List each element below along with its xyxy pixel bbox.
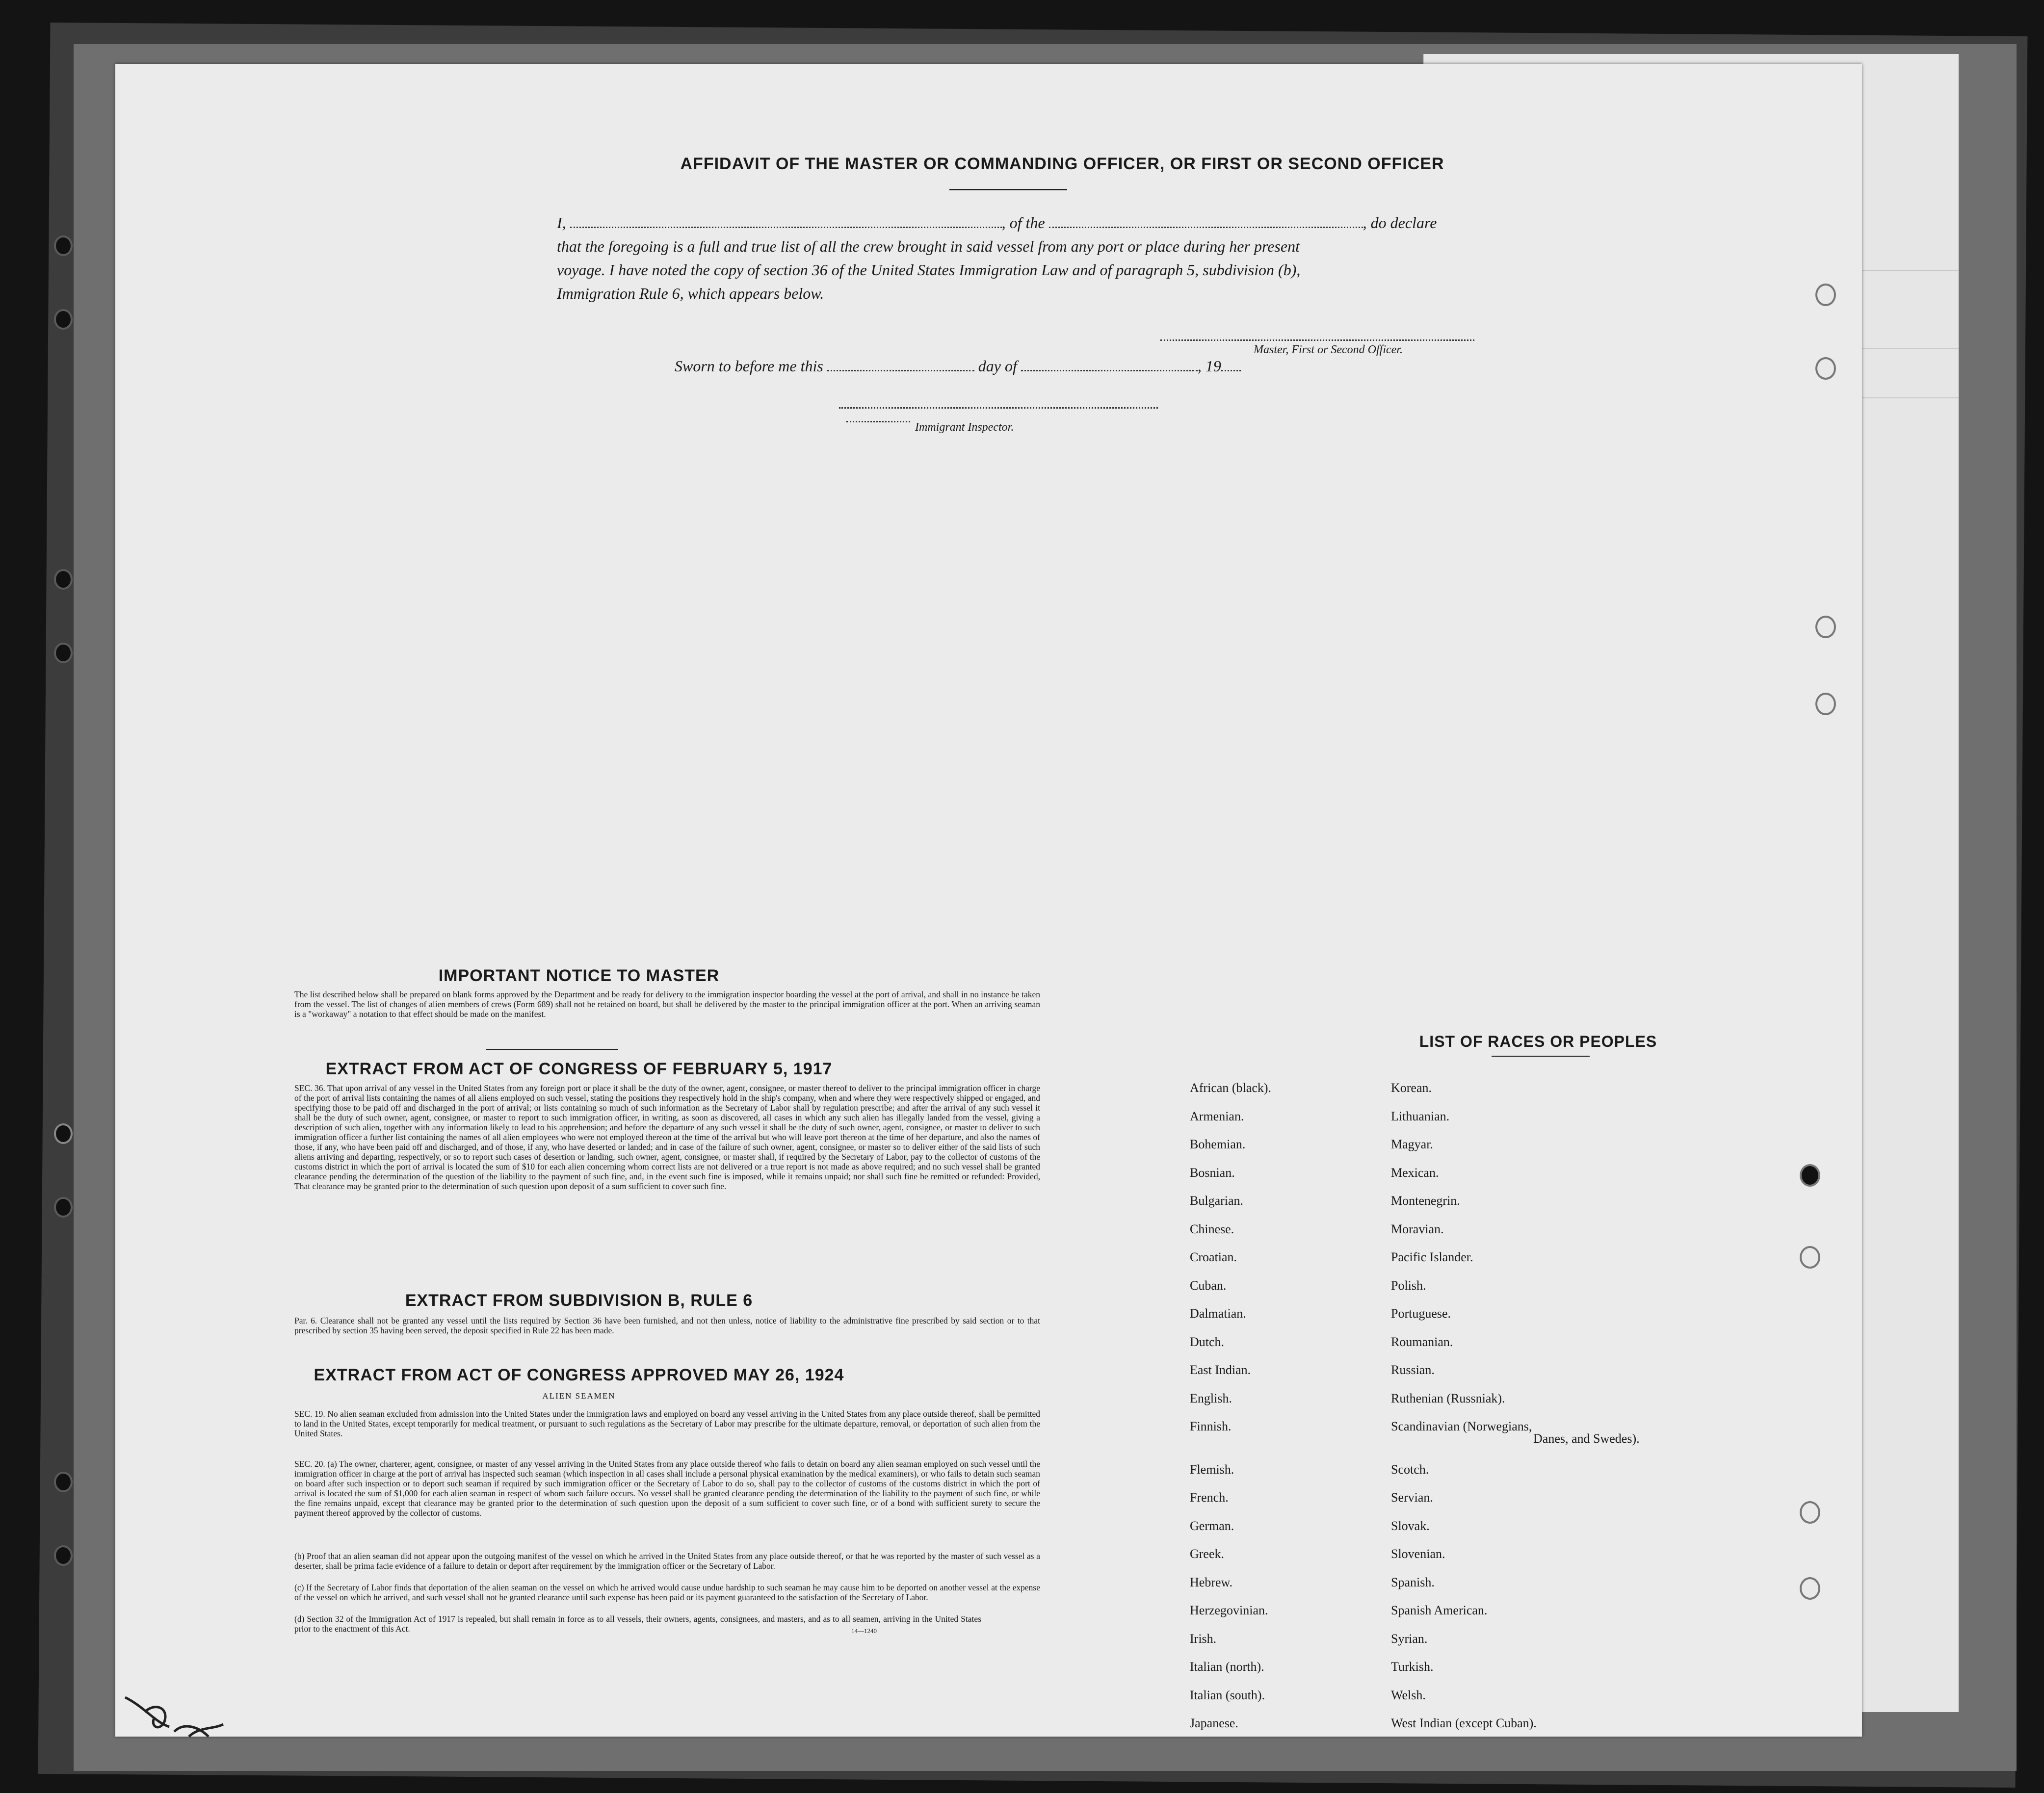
- race-item: Lithuanian.: [1391, 1109, 1450, 1123]
- inspector-signature-line-short[interactable]: [846, 421, 910, 422]
- race-item: East Indian.: [1190, 1363, 1251, 1377]
- affidavit-i: I,: [557, 214, 566, 232]
- binding-hole: [54, 569, 73, 590]
- race-item: Syrian.: [1391, 1631, 1428, 1646]
- right-hole: [1800, 1577, 1820, 1600]
- binding-hole: [54, 1123, 73, 1144]
- races-title: LIST OF RACES OR PEOPLES: [1419, 1033, 1657, 1050]
- race-item: Croatian.: [1190, 1250, 1237, 1264]
- affidavit-line-2: that the foregoing is a full and true list of all the crew brought in said vessel from any port or place during her present: [557, 237, 1300, 255]
- race-item: Russian.: [1391, 1363, 1435, 1377]
- extract-1924-sec19: SEC. 19. No alien seaman excluded from admission into the United States under the immigration laws and employed on board any vessel arriving in the United States from any place outside thereof, shall be permitted to land in the United States, except temporarily for medical treatment, or pursuant to such regulations as the Secretary of Labor may prescribe for the ultimate departure, removal, or deportation of such alien from the United States.: [294, 1409, 1040, 1438]
- master-signature-line[interactable]: [1160, 339, 1474, 341]
- form-number: 14—1240: [851, 1627, 877, 1635]
- race-item: Roumanian.: [1391, 1334, 1453, 1349]
- race-item: African (black).: [1190, 1081, 1272, 1095]
- master-signature-label: Master, First or Second Officer.: [1254, 343, 1403, 356]
- name-field[interactable]: [570, 213, 1002, 228]
- inspector-signature-line[interactable]: [839, 407, 1158, 409]
- affidavit-declare: , do declare: [1363, 214, 1437, 232]
- right-hole: [1815, 284, 1836, 306]
- day-of-label: day of: [978, 357, 1017, 375]
- affidavit-line-3: voyage. I have noted the copy of section 36 of the United States Immigration Law and of paragraph 5, subdivision (b),: [557, 261, 1301, 279]
- race-item: Korean.: [1391, 1081, 1432, 1095]
- extract-1924-sec20d: (d) Section 32 of the Immigration Act of 1917 is repealed, but shall remain in force as to all vessels, their owners, agents, consignees, and masters, and as to all seamen, arriving in the United States prior to the enactment of this Act.: [294, 1614, 981, 1634]
- race-item: Pacific Islander.: [1391, 1250, 1473, 1264]
- title-rule: [949, 189, 1067, 190]
- race-item: Bulgarian.: [1190, 1194, 1244, 1208]
- race-item: Welsh.: [1391, 1688, 1426, 1702]
- right-hole: [1800, 1246, 1820, 1269]
- extract-1924-title: EXTRACT FROM ACT OF CONGRESS APPROVED MAY 26, 1924: [314, 1366, 844, 1384]
- race-item: Spanish American.: [1391, 1603, 1488, 1617]
- race-item: German.: [1190, 1518, 1234, 1533]
- race-item: Dalmatian.: [1190, 1306, 1246, 1321]
- race-item: Greek.: [1190, 1547, 1225, 1561]
- affidavit-of-the: , of the: [1001, 214, 1045, 232]
- extract-1924-subtitle: ALIEN SEAMEN: [542, 1391, 616, 1401]
- race-item: West Indian (except Cuban).: [1391, 1716, 1537, 1730]
- race-item: Italian (south).: [1190, 1688, 1265, 1702]
- binding-hole: [54, 1197, 73, 1218]
- binding-hole: [54, 1545, 73, 1566]
- race-item: Spanish.: [1391, 1575, 1435, 1589]
- notice-title: IMPORTANT NOTICE TO MASTER: [438, 966, 720, 985]
- race-item: Cuban.: [1190, 1278, 1227, 1293]
- affidavit-text: [557, 211, 1587, 305]
- race-item: Bohemian.: [1190, 1137, 1246, 1151]
- extract-rule6-title: EXTRACT FROM SUBDIVISION B, RULE 6: [405, 1291, 753, 1310]
- notice-text: The list described below shall be prepared on blank forms approved by the Department and be ready for delivery to the immigration inspector boarding the vessel at the port of arrival, and shall in no instance be taken from the vessel. The list of changes of alien members of crews (Form 689) shall not be retained on board, but shall be delivered by the master to the principal immigration officer at the port. When an arriving seaman is a "workaway" a notation to that effect should be made on the manifest.: [294, 989, 1040, 1019]
- extract-1917-title: EXTRACT FROM ACT OF CONGRESS OF FEBRUARY 5, 1917: [325, 1060, 833, 1078]
- race-item: Ruthenian (Russniak).: [1391, 1391, 1505, 1405]
- binding-hole: [54, 235, 73, 256]
- race-item: Bosnian.: [1190, 1165, 1235, 1180]
- race-item: Armenian.: [1190, 1109, 1244, 1123]
- race-item: Scandinavian (Norwegians,: [1391, 1419, 1532, 1433]
- right-hole: [1815, 357, 1836, 380]
- extract-1924-sec20b: (b) Proof that an alien seaman did not appear upon the outgoing manifest of the vessel on which he arrived in the United States from any place outside thereof, or that he was reported by the master of such vessel as a deserter, shall be prima facie evidence of a failure to detain or deport after requirement by the immigration officer or the Secretary of Labor.: [294, 1551, 1040, 1571]
- race-item: Mexican.: [1391, 1165, 1439, 1180]
- extract-rule6-text: Par. 6. Clearance shall not be granted any vessel until the lists required by Section 36 have been furnished, and not then unless, notice of liability to the administrative fine prescribed by said section or to that prescribed by section 35 having been served, the deposit specified in Rule 22 has been made.: [294, 1316, 1040, 1335]
- sworn-month-field[interactable]: [1021, 356, 1198, 371]
- affidavit-line-4: Immigration Rule 6, which appears below.: [557, 285, 824, 302]
- race-item: Chinese.: [1190, 1221, 1234, 1236]
- inspector-label: Immigrant Inspector.: [915, 421, 1014, 434]
- sworn-day-field[interactable]: [827, 356, 974, 371]
- affidavit-title: AFFIDAVIT OF THE MASTER OR COMMANDING OFFICER, OR FIRST OR SECOND OFFICER: [680, 155, 1444, 173]
- notice-rule: [486, 1049, 618, 1050]
- race-item: Japanese.: [1190, 1716, 1238, 1730]
- binding-hole: [54, 309, 73, 330]
- binding-hole: [54, 643, 73, 663]
- races-rule: [1492, 1056, 1590, 1057]
- race-item: Italian (north).: [1190, 1660, 1264, 1674]
- race-item: Portuguese.: [1391, 1306, 1451, 1321]
- sworn-line: [675, 354, 1362, 378]
- extract-1924-sec20a: SEC. 20. (a) The owner, charterer, agent, consignee, or master of any vessel arriving in the United States from any place outside thereof who fails to detain on board any alien seaman employed on such vessel until the immigration officer in charge at the port of arrival has inspected such seaman (which inspection in all cases shall include a personal physical examination by the medical examiners), or who fails to detain such seaman on board after such inspection or to deport such seaman if required by such immigration officer or the Secretary of Labor to do so, shall pay to the collector of customs of the customs district in which the port of arrival is located the sum of $1,000 for each alien seaman in respect of whom such failure occurs. No vessel shall be granted clearance pending the determination of the liability to the payment of such fine, or while the fine remains unpaid, except that clearance may be granted prior to the determination of such question upon the deposit of a sum sufficient to cover such fine, or of a bond with sufficient surety to secure the payment thereof approved by the collector of customs.: [294, 1459, 1040, 1518]
- right-hole: [1800, 1501, 1820, 1524]
- race-item: Turkish.: [1391, 1660, 1434, 1674]
- sworn-label: Sworn to before me this: [675, 357, 823, 375]
- race-item: Herzegovinian.: [1190, 1603, 1268, 1617]
- race-item: Magyar.: [1391, 1137, 1433, 1151]
- race-item: Montenegrin.: [1391, 1194, 1460, 1208]
- race-item: Slovak.: [1391, 1518, 1430, 1533]
- binding-hole: [54, 1472, 73, 1492]
- race-item: Scotch.: [1391, 1462, 1429, 1477]
- race-item: Dutch.: [1190, 1334, 1225, 1349]
- race-item: Finnish.: [1190, 1419, 1232, 1433]
- extract-1924-sec20c: (c) If the Secretary of Labor finds that deportation of the alien seaman on the vessel on which he arrived would cause undue hardship to such seaman he may cause him to be deported on another vessel at the expense of the vessel on which he arrived, and such vessel shall not be granted clearance until such expense has been paid or its payment guaranteed to the satisfaction of the Secretary of Labor.: [294, 1583, 1040, 1602]
- race-item: Servian.: [1391, 1490, 1433, 1505]
- right-hole: [1815, 616, 1836, 638]
- race-item: English.: [1190, 1391, 1232, 1405]
- race-scandinavian-cont: Danes, and Swedes).: [1533, 1431, 1640, 1446]
- vessel-field[interactable]: [1049, 213, 1363, 228]
- race-item: Polish.: [1391, 1278, 1426, 1293]
- year-label: , 19: [1197, 357, 1221, 375]
- race-item: Irish.: [1190, 1631, 1217, 1646]
- race-item: French.: [1190, 1490, 1229, 1505]
- right-hole: [1815, 693, 1836, 715]
- extract-1917-text: SEC. 36. That upon arrival of any vessel in the United States from any foreign port or place it shall be the duty of the owner, agent, consignee, or master thereof to deliver to the principal immigration officer in charge of the port of arrival lists containing the names of all aliens employed on such vessel, stating the positions they respectively hold in the ship's company, when and where they were respectively shipped or engaged, and specifying those to be paid off and discharged in the port of arrival; or lists containing so much of such information as the Secretary of Labor shall by regulation prescribe; and after the arrival of any such vessel it shall be the duty of such owner, agent, consignee, or master to report to such immigration officer, in writing, as soon as discovered, all cases in which any such alien has illegally landed from the vessel, giving a description of such alien, together with any information likely to lead to his apprehension; and before the departure of any such vessel it shall be the duty of such owner, agent, consignee, or master to deliver to such immigration officer a further list containing the names of all alien employees who were not employed thereon at the time of the arrival but who will leave port thereon at the time of her departure, and also the names of those, if any, who have been paid off and discharged, and of those, if any, who have deserted or landed; and in case of the failure of such owner, agent, consignee, or master so to deliver either of the said lists of such aliens arriving and departing, respectively, or so to report such cases of desertion or landing, such owner, agent, consignee, or master shall, if required by the Secretary of Labor, pay to the collector of customs of the customs district in which the port of arrival is located the sum of $10 for each alien concerning whom correct lists are not delivered or a true report is not made as above required; and no such vessel shall be granted clearance pending the determination of the question of the liability to the payment of such fine, and, in the event such fine is imposed, while it remains unpaid; nor shall such fine be remitted or refunded: Provided, That clearance may be granted prior to the determination of such question upon deposit of a sum sufficient to cover such fine.: [294, 1083, 1040, 1191]
- year-field[interactable]: [1221, 356, 1241, 371]
- race-item: Slovenian.: [1391, 1547, 1445, 1561]
- right-hole: [1800, 1164, 1820, 1187]
- race-item: Moravian.: [1391, 1221, 1444, 1236]
- race-item: Hebrew.: [1190, 1575, 1233, 1589]
- manifest-back-page: [115, 64, 1862, 1737]
- handwritten-initials: [115, 1678, 233, 1751]
- race-item: Flemish.: [1190, 1462, 1234, 1477]
